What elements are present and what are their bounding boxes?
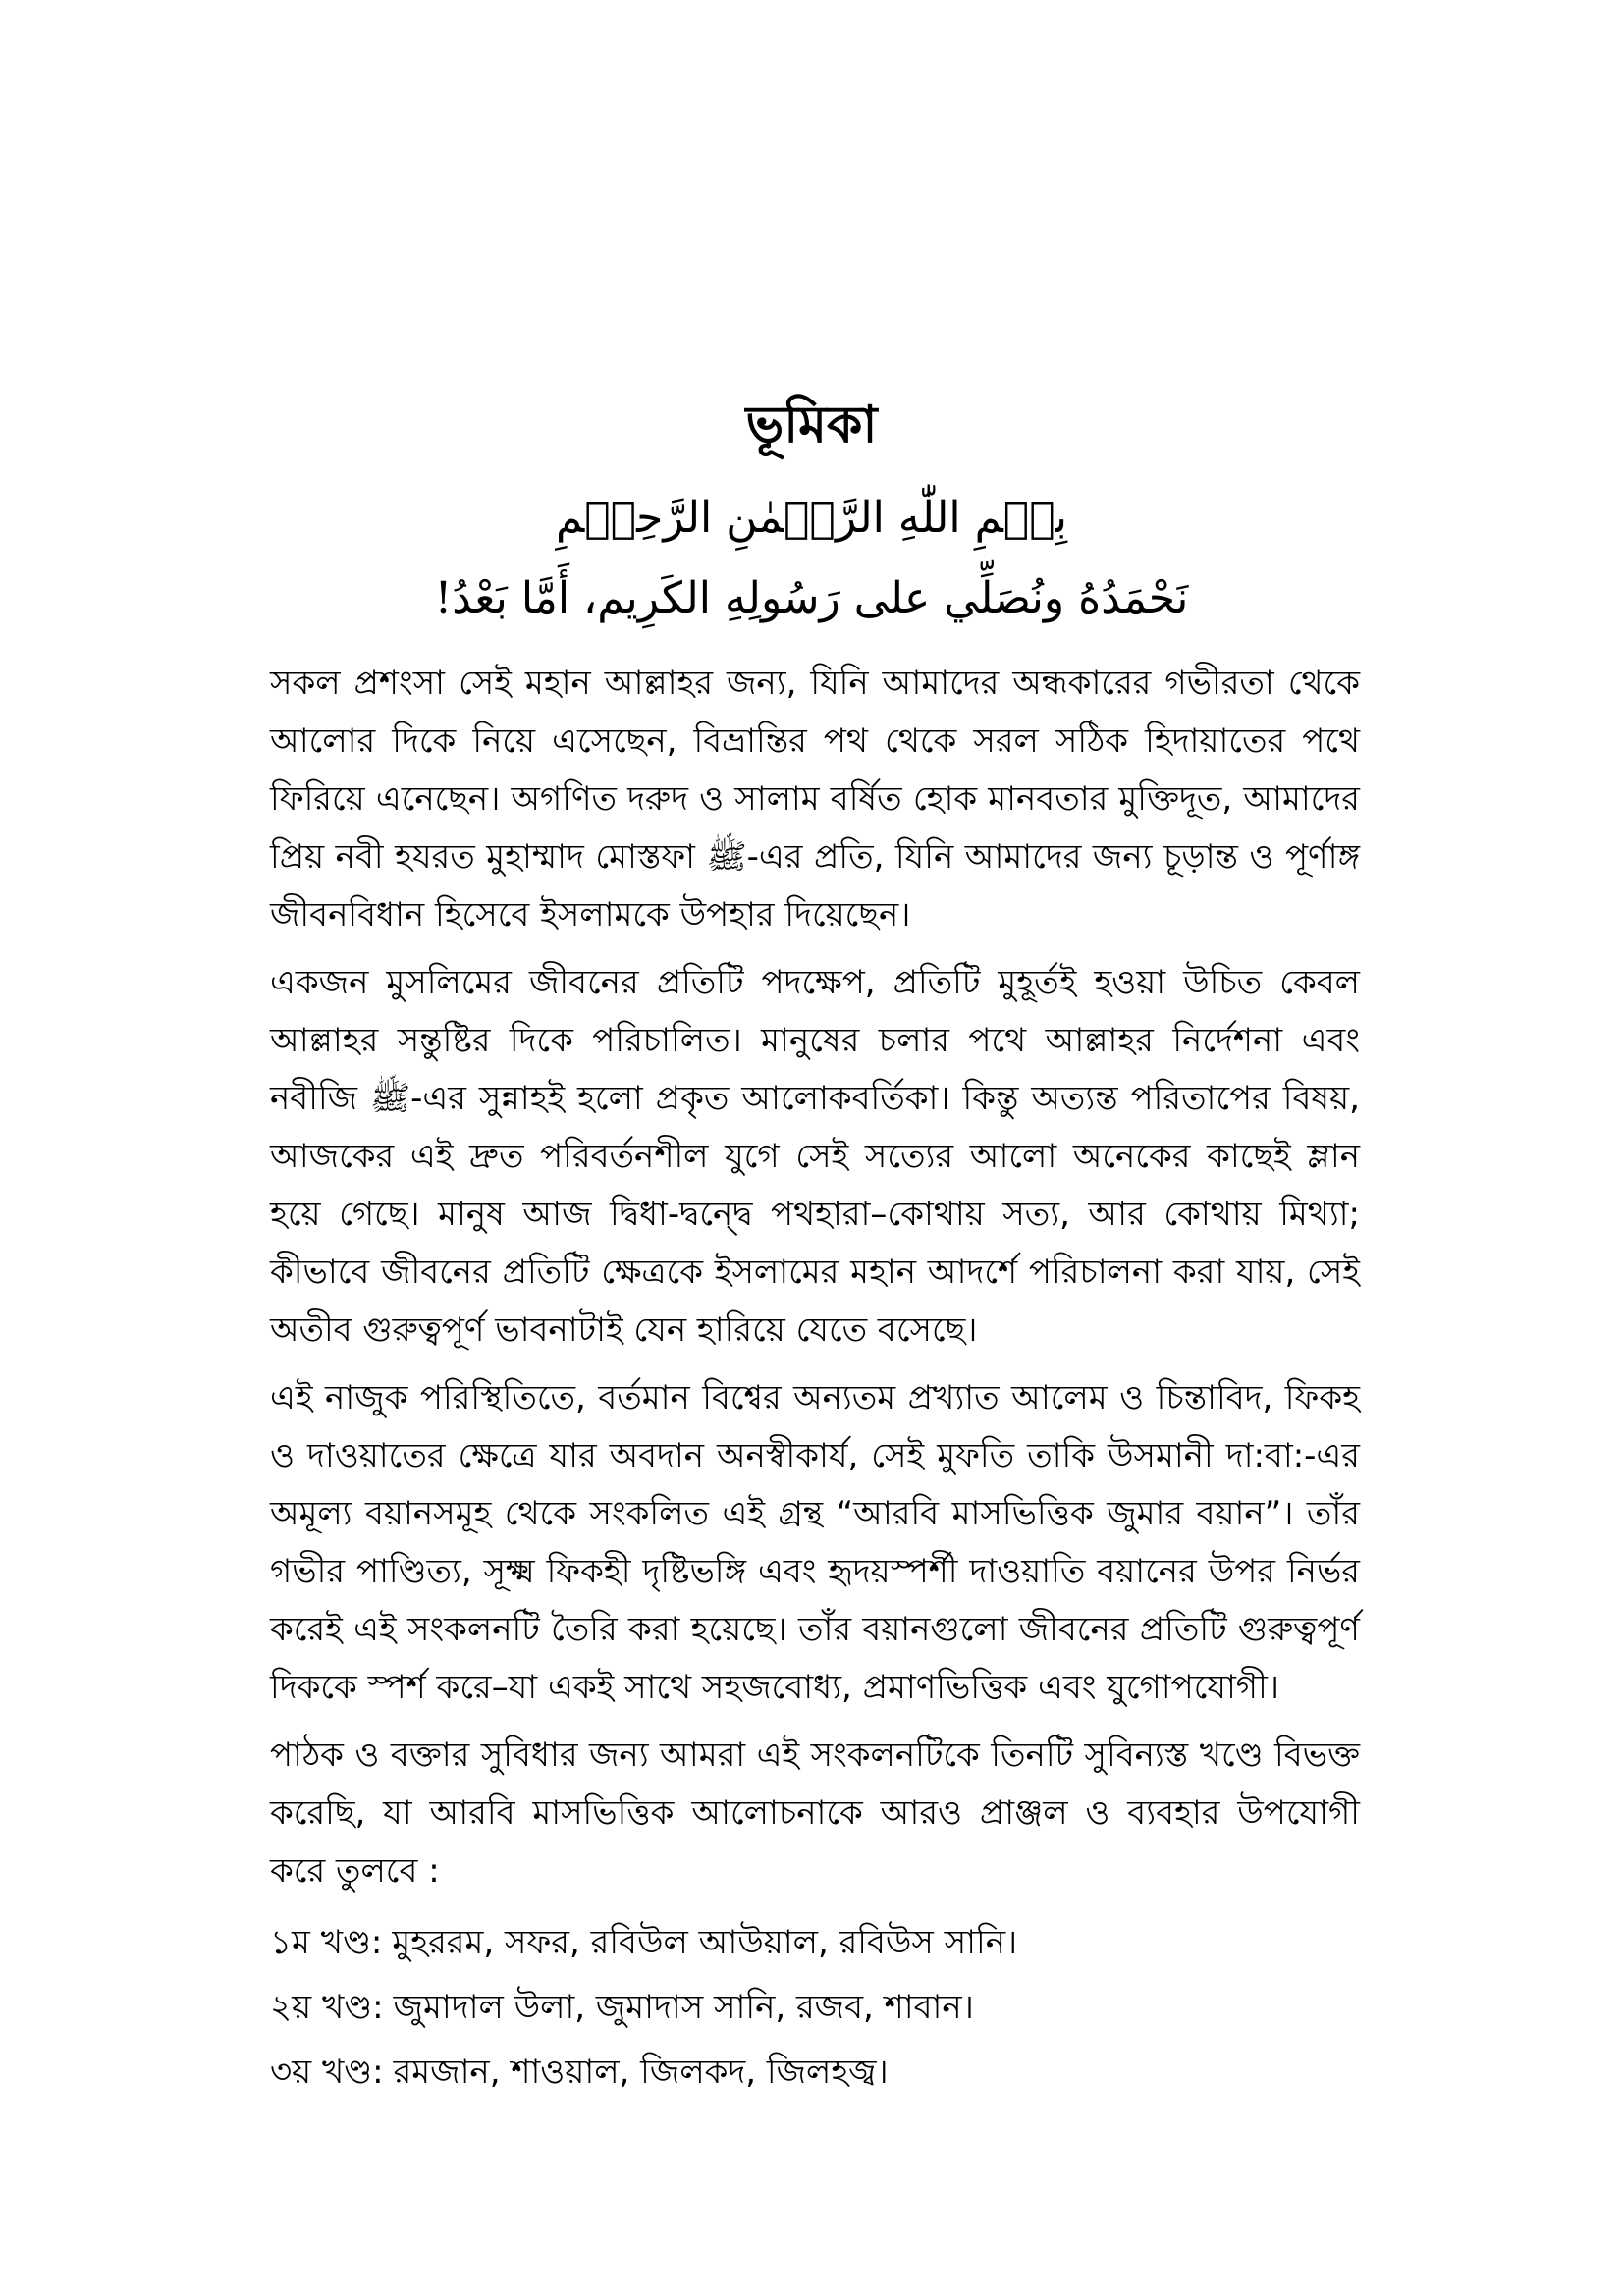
arabic-basmala: بِسۡمِ اللّٰهِ الرَّحۡمٰنِ الرَّحِیۡمِ [556,493,1067,543]
volume-item [270,1975,1360,2040]
volume-months: রমজান, শাওয়াল, জিলকদ, জিলহজ্ব। [393,2053,889,2092]
paragraph-2: একজন মুসলিমের জীবনের প্রতিটি পদক্ষেপ, প্রতিটি মুহূর্তই হওয়া উচিত কেবল আল্লাহর সন্তুষ্টির দিকে পরিচালিত। মানুষের চলার পথে আল্লাহর নির্দেশনা এবং নবীজি ﷺ-এর সুন্নাহই হলো প্রকৃত আলোকবর্তিকা। কিন্তু অত্যন্ত পরিতাপের বিষয়, আজকের এই দ্রুত পরিবর্তনশীল যুগে সেই সত্যের আলো অনেকের কাছেই ম্লান হয়ে গেছে। মানুষ আজ দ্বিধা-দ্বন্দ্বে পথহারা–কোথায় সত্য, আর কোথায় মিথ্যা; কীভাবে জীবনের প্রতিটি ক্ষেত্রকে ইসলামের মহান আদর্শে পরিচালনা করা যায়, সেই অতীব গুরুত্বপূর্ণ ভাবনাটাই যেন হারিয়ে যেতে বসেছে। [270,963,1360,1350]
volume-months: মুহররম, সফর, রবিউল আউয়াল, রবিউস সানি। [392,1923,1018,1962]
volume-label: ১ম খণ্ড: [270,1923,383,1962]
paragraph-4: পাঠক ও বক্তার সুবিধার জন্য আমরা এই সংকলনটিকে তিনটি সুবিন্যস্ত খণ্ডে বিভক্ত করেছি, যা আরবি মাসভিত্তিক আলোচনাকে আরও প্রাঞ্জল ও ব্যবহার উপযোগী করে তুলবে : [270,1735,1360,1891]
volume-item [270,1910,1360,1975]
arabic-invocation: نَحْمَدُهُ ونُصَلِّي على رَسُولِهِ الكَرِيم، أَمَّا بَعْدُ! [434,573,1189,623]
volume-list [270,1910,1360,2105]
body-text [270,643,1360,2105]
paragraph-1: সকল প্রশংসা সেই মহান আল্লাহর জন্য, যিনি আমাদের অন্ধকারের গভীরতা থেকে আলোর দিকে নিয়ে এসেছেন, বিভ্রান্তির পথ থেকে সরল সঠিক হিদায়াতের পথে ফিরিয়ে এনেছেন। অগণিত দরুদ ও সালাম বর্ষিত হোক মানবতার মুক্তিদূত, আমাদের প্রিয় নবী হযরত মুহাম্মাদ মোস্তফা ﷺ-এর প্রতি, যিনি আমাদের জন্য চূড়ান্ত ও পূর্ণাঙ্গ জীবনবিধান হিসেবে ইসলামকে উপহার দিয়েছেন। [270,664,1360,934]
volume-label: ২য় খণ্ড: [270,1988,384,2027]
volume-months: জুমাদাল উলা, জুমাদাস সানি, রজব, শাবান। [393,1988,974,2027]
paragraph-3: এই নাজুক পরিস্থিতিতে, বর্তমান বিশ্বের অন্যতম প্রখ্যাত আলেম ও চিন্তাবিদ, ফিকহ ও দাওয়াতের ক্ষেত্রে যার অবদান অনস্বীকার্য, সেই মুফতি তাকি উসমানী দা:বা:-এর অমূল্য বয়ানসমূহ থেকে সংকলিত এই গ্রন্থ “আরবি মাসভিত্তিক জুমার বয়ান”। তাঁর গভীর পাণ্ডিত্য, সূক্ষ্ম ফিকহী দৃষ্টিভঙ্গি এবং হৃদয়স্পর্শী দাওয়াতি বয়ানের উপর নির্ভর করেই এই সংকলনটি তৈরি করা হয়েছে। তাঁর বয়ানগুলো জীবনের প্রতিটি গুরুত্বপূর্ণ দিককে স্পর্শ করে–যা একই সাথে সহজবোধ্য, প্রমাণভিত্তিক এবং যুগোপযোগী। [270,1378,1360,1707]
page-title: ভূমিকা [745,396,878,454]
volume-item [270,2040,1360,2105]
volume-label: ৩য় খণ্ড: [270,2053,384,2092]
